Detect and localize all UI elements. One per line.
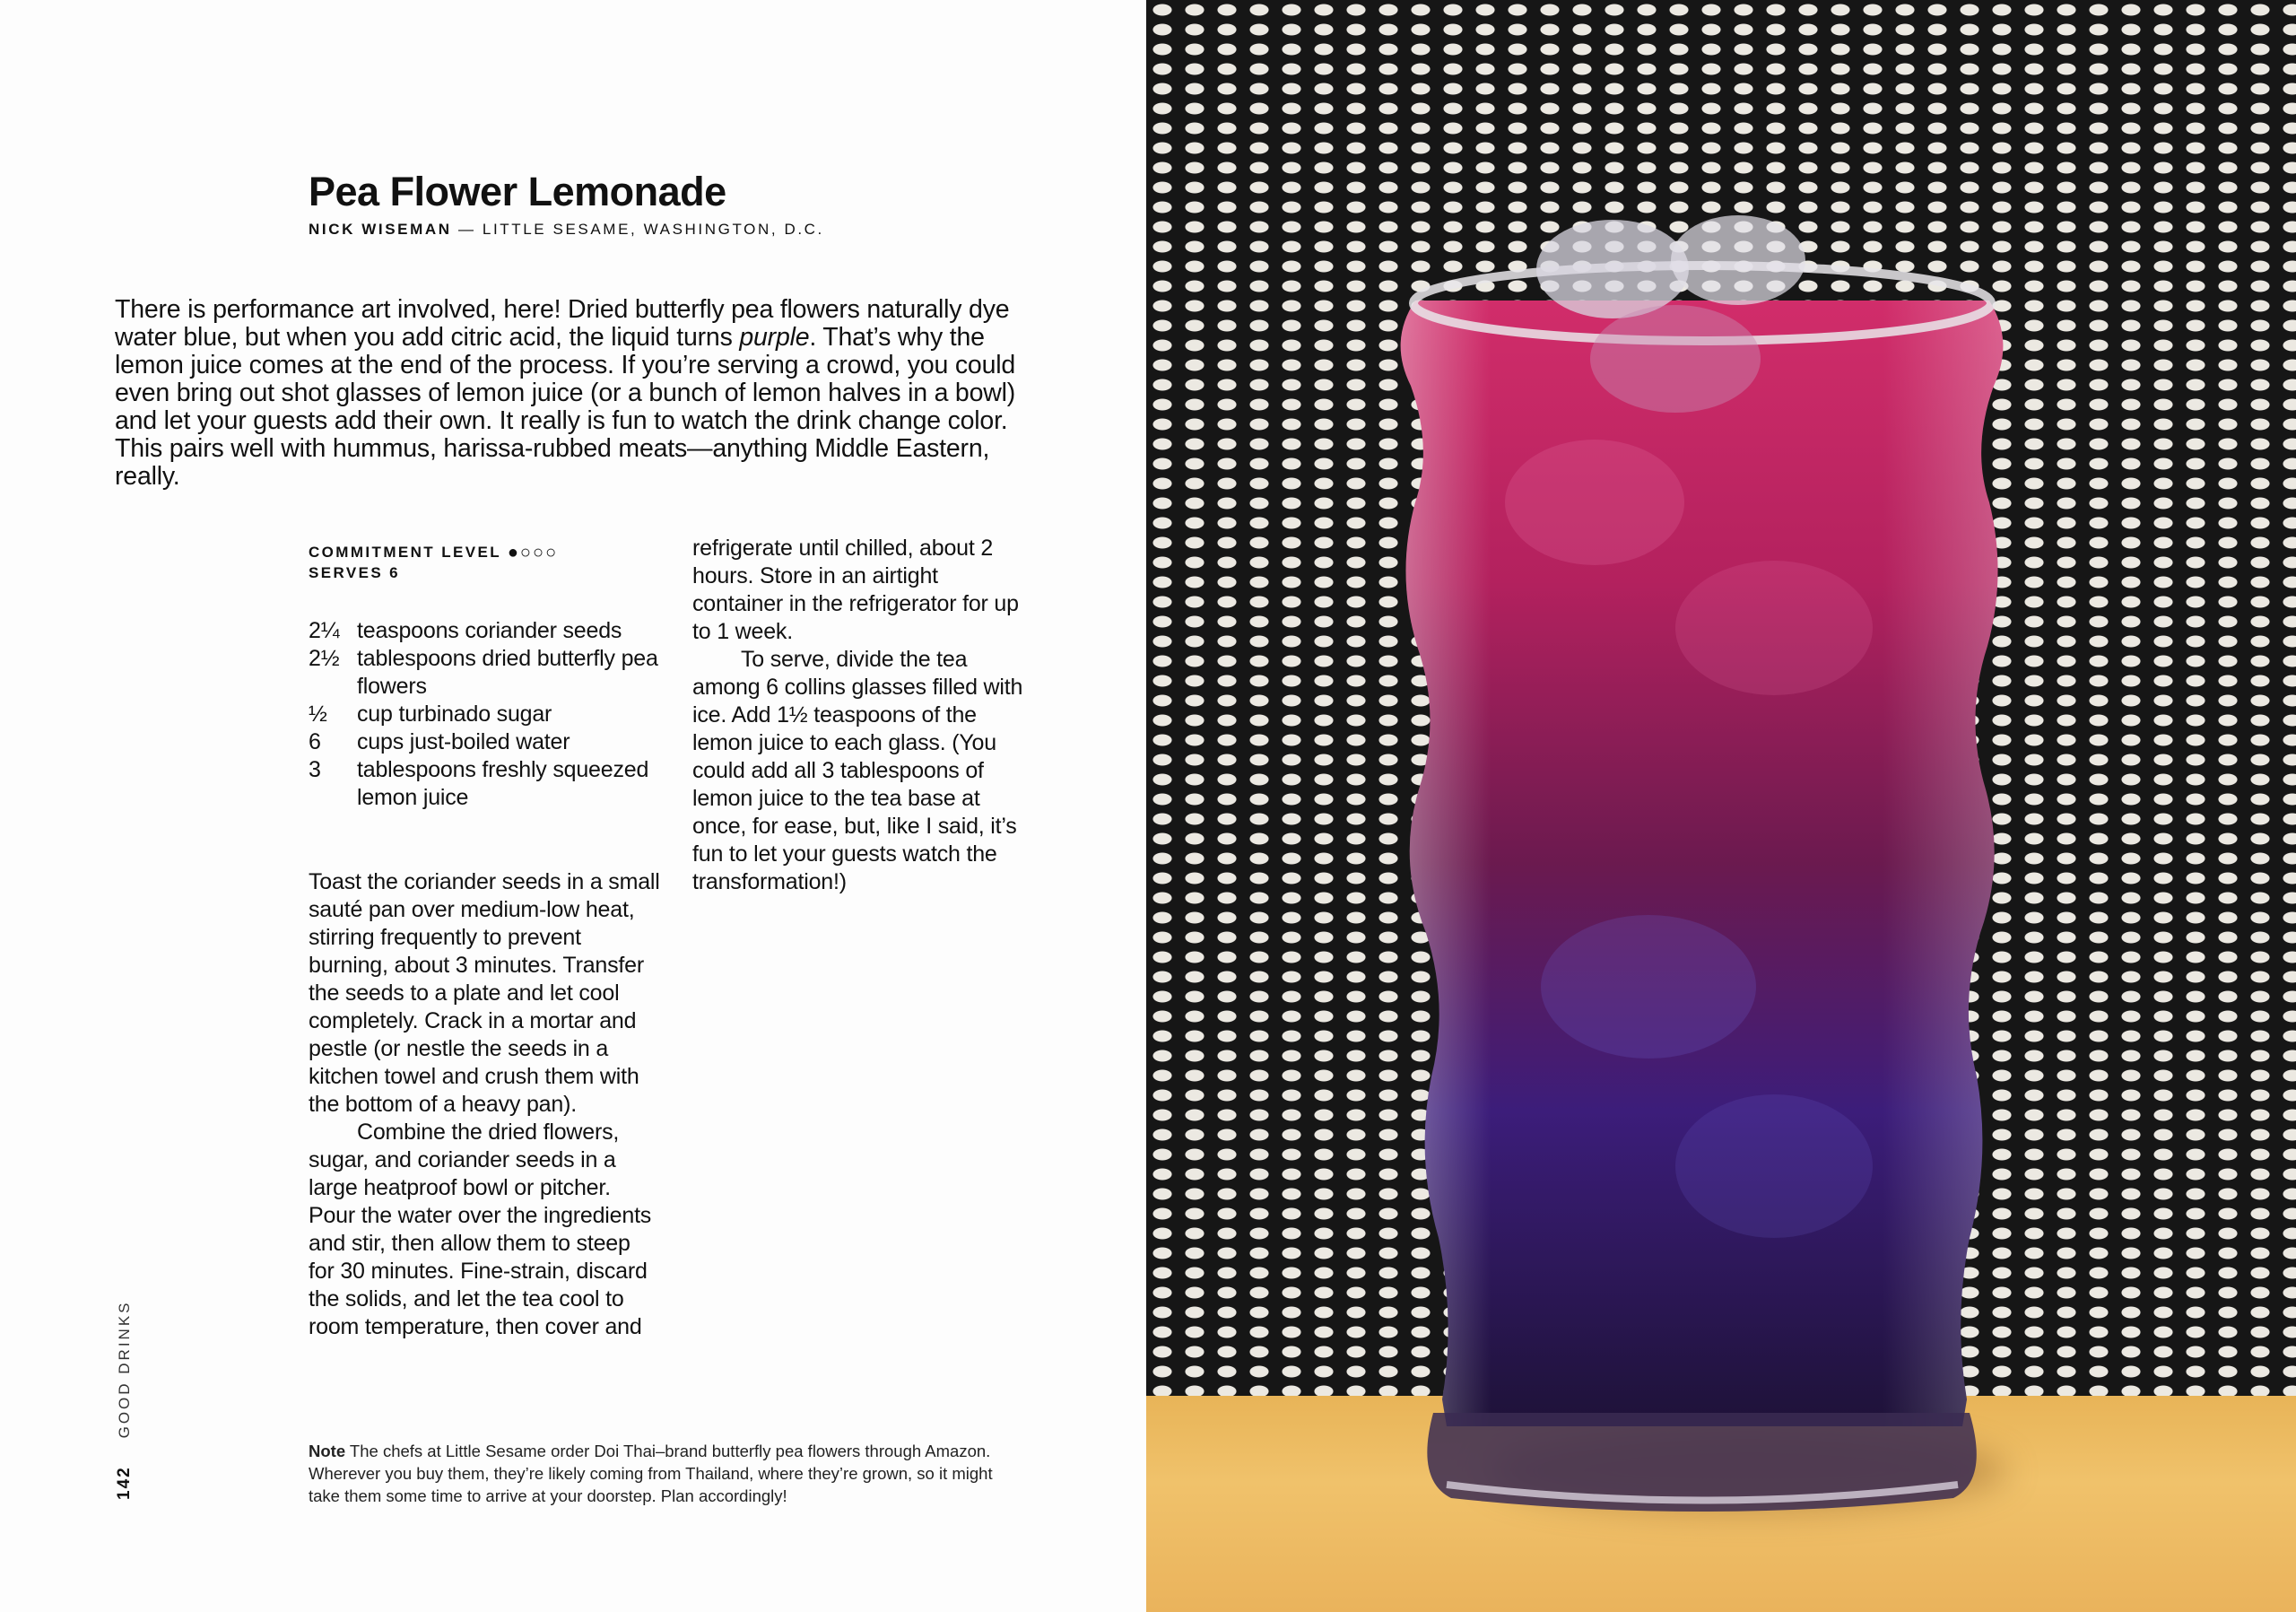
recipe-meta — [309, 542, 558, 583]
recipe-title: Pea Flower Lemonade — [309, 169, 726, 214]
ingredient-item — [309, 701, 667, 728]
page-number: 142 — [115, 1466, 134, 1500]
byline — [309, 221, 824, 239]
ingredient-item — [309, 617, 667, 645]
recipe-note — [309, 1440, 1017, 1507]
note-label: Note — [309, 1442, 346, 1460]
ingredient-item — [309, 728, 667, 756]
ice-cube — [1590, 305, 1761, 413]
method-step-serve: To serve, divide the tea among 6 collins glasses filled with ice. Add 1½ teaspoons of the lemon juice to each glass. (You could add all 3 tablespoons of lemon juice to the tea base at once, for ease, but, like I said, it’s fun to let your guests watch the transformation!) — [692, 647, 1023, 894]
intro-emphasis: purple — [739, 323, 810, 352]
ingredient-name: teaspoons coriander seeds — [357, 618, 622, 643]
method-step-steep: Combine the dried flowers, sugar, and coriander seeds in a large heatproof bowl or pitcher. Pour the water over the ingredients and stir, then allow them to steep for 30 minutes. Fine-strain, discard the solids, and let the tea cool to room temperature, then cover and — [309, 1120, 652, 1339]
ice-cube — [1671, 215, 1805, 305]
ingredient-name: cups just-boiled water — [357, 729, 570, 754]
ingredient-qty: 2¼ — [309, 618, 340, 643]
drink-photo — [1146, 0, 2296, 1612]
commitment-level — [309, 542, 558, 562]
ice-cube — [1505, 440, 1684, 565]
lemonade-glass — [1146, 0, 2296, 1612]
method-step-toast: Toast the coriander seeds in a small sauté pan over medium-low heat, stirring frequently to prevent burning, about 3 minutes. Transfer the seeds to a plate and let cool completely. Crack in a mortar and pestle (or nestle the seeds in a kitchen towel and crush them with the bottom of a heavy pan). — [309, 869, 660, 1117]
ingredient-qty: ½ — [309, 701, 327, 727]
recipe-page — [0, 0, 1146, 1612]
commitment-label: COMMITMENT LEVEL — [309, 544, 501, 561]
ingredient-qty: 6 — [309, 729, 321, 754]
page-folio — [115, 1300, 135, 1500]
author-name: NICK WISEMAN — [309, 221, 452, 238]
ingredient-item — [309, 756, 667, 812]
method-column-right — [692, 535, 1030, 896]
ice-cube — [1675, 561, 1873, 695]
commitment-dots: ●○○○ — [507, 543, 559, 562]
method-column-left — [309, 868, 660, 1341]
intro-text-1: There is performance art involved, here! Dried butterfly pea flowers naturally dye water blue, but when you add citric acid, the liquid turns — [115, 295, 1010, 352]
glass-sheen — [1401, 301, 2004, 1426]
intro-text-2: . That’s why the lemon juice comes at the end of the process. If you’re serving a crowd, you could even bring out shot glasses of lemon juice (or a bunch of lemon halves in a bowl) and let your guests add their own. It really is fun to watch the drink change color. This pairs well with hummus, harissa-rubbed meats—anything Middle Eastern, really. — [115, 323, 1016, 491]
ice-cube — [1536, 220, 1689, 318]
ingredient-qty: 3 — [309, 757, 321, 782]
ingredient-name: tablespoons freshly squeezed lemon juice — [357, 757, 649, 810]
section-name: GOOD DRINKS — [116, 1300, 133, 1439]
note-text: The chefs at Little Sesame order Doi Thai–brand butterfly pea flowers through Amazon. Wherever you buy them, they’re likely coming from Thailand, where they’re grown, so it might take them some time to arrive at your doorstep. Plan accordingly! — [309, 1442, 993, 1505]
ingredient-name: cup turbinado sugar — [357, 701, 552, 727]
ingredient-list — [309, 617, 667, 812]
serves: SERVES 6 — [309, 564, 401, 581]
ingredient-name: tablespoons dried butterfly pea flowers — [357, 646, 658, 699]
ice-cube — [1675, 1094, 1873, 1238]
ice-cube — [1541, 915, 1756, 1059]
intro-paragraph — [115, 296, 1030, 491]
ingredient-item — [309, 645, 667, 701]
method-step-chill: refrigerate until chilled, about 2 hours. Store in an airtight container in the refrigerator for up to 1 week. — [692, 536, 1019, 644]
restaurant-location: — LITTLE SESAME, WASHINGTON, D.C. — [451, 221, 824, 238]
ingredient-qty: 2½ — [309, 646, 340, 671]
